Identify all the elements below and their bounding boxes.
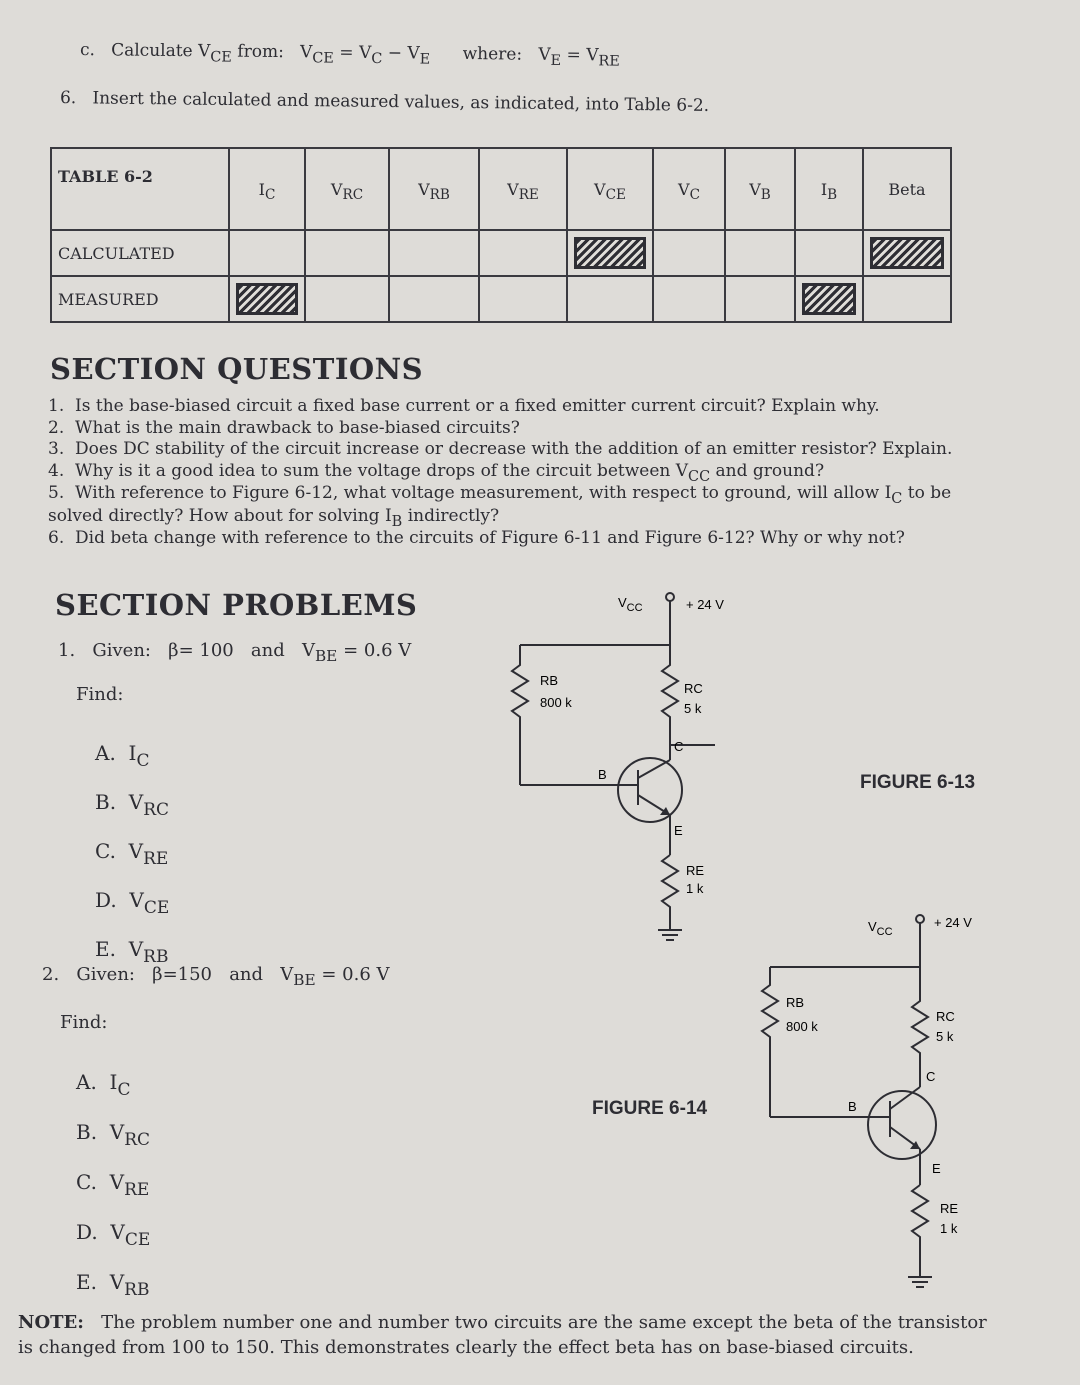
question-item: solved directly? How about for solving $I_B$ indirectly?	[48, 505, 500, 530]
questions-heading: SECTION QUESTIONS	[50, 352, 424, 386]
b-label: B	[848, 1099, 857, 1114]
problem-1-given: 1. Given: β= 100 and VBE = 0.6 V	[58, 640, 412, 666]
rc-value: 5 k	[684, 701, 702, 716]
figure-6-13-circuit	[500, 585, 760, 970]
find-item: B. $V_{RC}$	[95, 790, 170, 820]
find-item: E. $V_{RB}$	[76, 1270, 150, 1300]
question-item: 1. Is the base-biased circuit a fixed base current or a fixed emitter current circuit? Explain why.	[48, 396, 880, 416]
table-col-header: $V_{RC}$	[305, 148, 389, 230]
question-item: 2. What is the main drawback to base-biased circuits?	[48, 417, 520, 438]
find-item: D. $V_{CE}$	[76, 1220, 151, 1250]
rb-value: 800 k	[786, 1019, 818, 1034]
vcc-label: $V_{CC}$	[868, 919, 893, 938]
question-item: 3. Does DC stability of the circuit increase or decrease with the addition of an emitter resistor? Explain.	[48, 439, 953, 459]
table-cell	[725, 230, 795, 276]
table-col-header: $V_{RE}$	[479, 148, 567, 230]
table-col-header: Beta	[863, 148, 951, 230]
transistor-collector	[638, 760, 670, 778]
c-label: C	[674, 739, 684, 754]
problem-1-items	[95, 730, 169, 975]
re-value: 1 k	[686, 881, 704, 896]
figure-6-13-title: FIGURE 6-13	[860, 772, 976, 793]
problem-2-given: 2. Given: β=150 and VBE = 0.6 V	[42, 964, 390, 990]
table-title: TABLE 6-2	[58, 167, 153, 186]
table-col-header: $I_C$	[229, 148, 305, 230]
find-item: B. $V_{RC}$	[76, 1120, 151, 1150]
re-resistor	[912, 1185, 928, 1277]
table-cell-hatched	[795, 276, 863, 322]
table-cell	[863, 276, 951, 322]
step-c-label: c.	[79, 40, 96, 61]
vcc-terminal	[916, 915, 924, 923]
note: NOTE: The problem number one and number two circuits are the same except the beta of the transistor is changed from 100 to 150. This demonstrates clearly the effect beta has on base-biased circuits.	[18, 1312, 987, 1358]
table-row-measured	[51, 276, 951, 322]
rb-resistor	[762, 967, 778, 1117]
hatch-fill	[802, 283, 856, 315]
c-label: C	[926, 1069, 936, 1084]
transistor-body	[618, 758, 682, 822]
question-item: 4. Why is it a good idea to sum the voltage drops of the circuit between $V_{CC}$ and ground?	[48, 460, 825, 485]
find-item: C. $V_{RE}$	[76, 1170, 150, 1200]
table-cell	[567, 276, 653, 322]
rb-label: RB	[786, 995, 805, 1010]
step-c: c. Calculate $V_{CE}$ from: $V_{CE} = V_C - V_E$ where: $V_E = V_{RE}$	[79, 40, 620, 70]
supply-label: + 24 V	[934, 915, 972, 930]
questions-list	[48, 396, 1048, 550]
table-cell	[479, 230, 567, 276]
e-label: E	[932, 1161, 941, 1176]
figure-6-14-circuit	[750, 905, 1050, 1305]
table-cell	[795, 230, 863, 276]
find-item: A. $I_C$	[76, 1070, 131, 1100]
rc-resistor	[662, 645, 678, 735]
table-col-header: $V_C$	[653, 148, 725, 230]
table-header-row	[51, 148, 951, 230]
table-cell-hatched	[863, 230, 951, 276]
b-label: B	[598, 767, 607, 782]
table-cell	[229, 230, 305, 276]
supply-label: + 24 V	[686, 597, 724, 612]
hatch-fill	[870, 237, 944, 269]
table-col-header: $V_{CE}$	[567, 148, 653, 230]
table-col-header: $V_B$	[725, 148, 795, 230]
table-6-2	[50, 147, 952, 323]
emitter-arrow	[660, 807, 670, 815]
problems-heading: SECTION PROBLEMS	[55, 588, 418, 622]
table-cell	[479, 276, 567, 322]
problem-2-find: Find:	[60, 1012, 108, 1033]
table-cell-hatched	[567, 230, 653, 276]
table-col-header: $V_{RB}$	[389, 148, 479, 230]
rc-value: 5 k	[936, 1029, 954, 1044]
vcc-label: $V_{CC}$	[618, 595, 643, 614]
row-label: CALCULATED	[58, 243, 175, 263]
row-label: MEASURED	[58, 289, 159, 309]
question-item: 5. With reference to Figure 6-12, what voltage measurement, with respect to ground, will allow $I_C$ to be	[48, 483, 952, 508]
rb-label: RB	[540, 673, 559, 688]
find-item: D. $V_{CE}$	[95, 888, 170, 918]
figure-6-14-title: FIGURE 6-14	[592, 1098, 708, 1119]
table-cell	[305, 276, 389, 322]
rc-label: RC	[936, 1009, 955, 1024]
re-value: 1 k	[940, 1221, 958, 1236]
re-label: RE	[940, 1201, 959, 1216]
problem-1-find: Find:	[76, 684, 124, 705]
table-cell-hatched	[229, 276, 305, 322]
question-item: 6. Did beta change with reference to the circuits of Figure 6-11 and Figure 6-12? Why or why not?	[48, 528, 905, 548]
rc-label: RC	[684, 681, 703, 696]
table-cell	[389, 230, 479, 276]
re-label: RE	[686, 863, 705, 878]
rb-value: 800 k	[540, 695, 572, 710]
re-resistor	[662, 855, 678, 930]
hatch-fill	[236, 283, 298, 315]
table-row-calculated	[51, 230, 951, 276]
table-cell	[305, 230, 389, 276]
table-cell	[389, 276, 479, 322]
vcc-terminal	[666, 593, 674, 601]
note-label: NOTE:	[18, 1312, 84, 1333]
find-item: A. $I_C$	[95, 741, 150, 771]
find-item: E. $V_{RB}$	[95, 937, 169, 967]
hatch-fill	[574, 237, 646, 269]
table-cell	[653, 276, 725, 322]
step-6: 6. Insert the calculated and measured values, as indicated, into Table 6-2.	[59, 88, 710, 116]
table-cell	[653, 230, 725, 276]
rb-resistor	[512, 645, 528, 785]
table-col-header: $I_B$	[795, 148, 863, 230]
problem-2-items	[76, 1058, 150, 1308]
find-item: C. $V_{RE}$	[95, 839, 169, 869]
e-label: E	[674, 823, 683, 838]
table-cell	[725, 276, 795, 322]
